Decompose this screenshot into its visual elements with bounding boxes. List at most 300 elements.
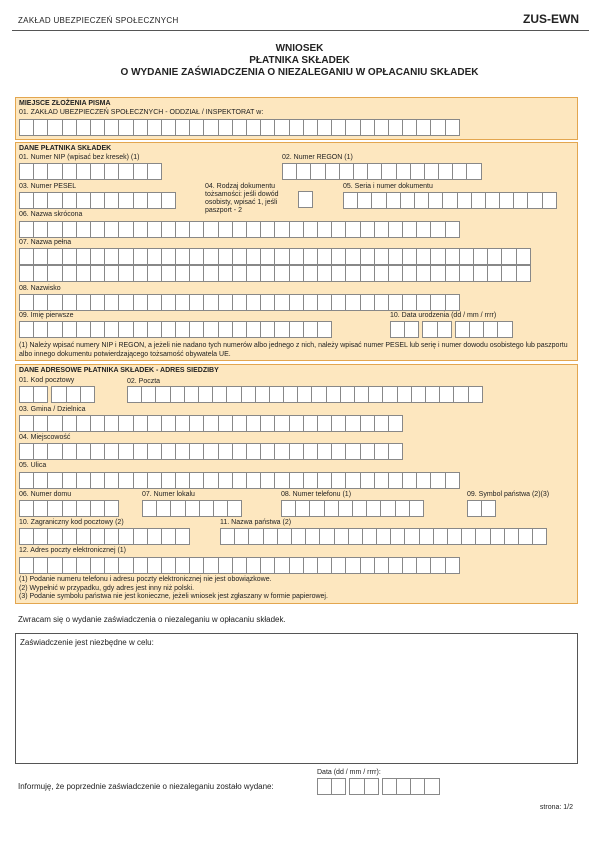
char-cell[interactable] xyxy=(295,500,310,517)
char-cell[interactable] xyxy=(76,163,91,180)
char-cell[interactable] xyxy=(402,472,417,489)
char-cell[interactable] xyxy=(260,415,275,432)
char-cell[interactable] xyxy=(90,221,105,238)
country-symbol-input[interactable] xyxy=(467,500,495,517)
char-cell[interactable] xyxy=(203,557,218,574)
char-cell[interactable] xyxy=(90,528,105,545)
char-cell[interactable] xyxy=(305,528,320,545)
postal-code-input[interactable] xyxy=(19,386,94,403)
char-cell[interactable] xyxy=(289,321,304,338)
char-cell[interactable] xyxy=(260,119,275,136)
char-cell[interactable] xyxy=(483,321,498,338)
char-cell[interactable] xyxy=(246,321,261,338)
char-cell[interactable] xyxy=(232,294,247,311)
char-cell[interactable] xyxy=(374,443,389,460)
char-cell[interactable] xyxy=(90,415,105,432)
char-cell[interactable] xyxy=(360,221,375,238)
char-cell[interactable] xyxy=(76,500,91,517)
char-cell[interactable] xyxy=(416,265,431,282)
char-cell[interactable] xyxy=(133,221,148,238)
char-cell[interactable] xyxy=(402,265,417,282)
char-cell[interactable] xyxy=(430,557,445,574)
apartment-number-input[interactable] xyxy=(142,500,241,517)
char-cell[interactable] xyxy=(19,443,34,460)
char-cell[interactable] xyxy=(516,265,531,282)
char-cell[interactable] xyxy=(348,528,363,545)
char-cell[interactable] xyxy=(289,472,304,489)
char-cell[interactable] xyxy=(62,500,77,517)
char-cell[interactable] xyxy=(416,119,431,136)
char-cell[interactable] xyxy=(410,778,425,795)
char-cell[interactable] xyxy=(442,192,457,209)
char-cell[interactable] xyxy=(189,119,204,136)
char-cell[interactable] xyxy=(419,528,434,545)
char-cell[interactable] xyxy=(402,557,417,574)
char-cell[interactable] xyxy=(345,557,360,574)
char-cell[interactable] xyxy=(376,528,391,545)
char-cell[interactable] xyxy=(404,528,419,545)
char-cell[interactable] xyxy=(47,294,62,311)
char-cell[interactable] xyxy=(374,221,389,238)
char-cell[interactable] xyxy=(175,221,190,238)
char-cell[interactable] xyxy=(198,386,213,403)
char-cell[interactable] xyxy=(218,321,233,338)
char-cell[interactable] xyxy=(319,528,334,545)
char-cell[interactable] xyxy=(340,386,355,403)
char-cell[interactable] xyxy=(388,221,403,238)
char-cell[interactable] xyxy=(33,386,48,403)
char-cell[interactable] xyxy=(473,265,488,282)
char-cell[interactable] xyxy=(283,386,298,403)
char-cell[interactable] xyxy=(104,472,119,489)
char-cell[interactable] xyxy=(416,248,431,265)
char-cell[interactable] xyxy=(133,528,148,545)
char-cell[interactable] xyxy=(76,415,91,432)
char-cell[interactable] xyxy=(246,415,261,432)
char-cell[interactable] xyxy=(260,321,275,338)
char-cell[interactable] xyxy=(175,557,190,574)
char-cell[interactable] xyxy=(317,443,332,460)
char-cell[interactable] xyxy=(90,265,105,282)
char-cell[interactable] xyxy=(459,248,474,265)
char-cell[interactable] xyxy=(388,265,403,282)
char-cell[interactable] xyxy=(19,472,34,489)
char-cell[interactable] xyxy=(331,221,346,238)
char-cell[interactable] xyxy=(437,321,452,338)
char-cell[interactable] xyxy=(218,557,233,574)
char-cell[interactable] xyxy=(147,265,162,282)
char-cell[interactable] xyxy=(388,119,403,136)
char-cell[interactable] xyxy=(203,415,218,432)
char-cell[interactable] xyxy=(428,192,443,209)
char-cell[interactable] xyxy=(331,265,346,282)
char-cell[interactable] xyxy=(19,415,34,432)
char-cell[interactable] xyxy=(76,557,91,574)
char-cell[interactable] xyxy=(33,294,48,311)
char-cell[interactable] xyxy=(62,119,77,136)
char-cell[interactable] xyxy=(19,163,34,180)
char-cell[interactable] xyxy=(62,415,77,432)
char-cell[interactable] xyxy=(161,119,176,136)
char-cell[interactable] xyxy=(396,163,411,180)
char-cell[interactable] xyxy=(47,415,62,432)
char-cell[interactable] xyxy=(218,265,233,282)
char-cell[interactable] xyxy=(104,163,119,180)
char-cell[interactable] xyxy=(317,557,332,574)
char-cell[interactable] xyxy=(118,163,133,180)
char-cell[interactable] xyxy=(213,500,228,517)
char-cell[interactable] xyxy=(317,119,332,136)
char-cell[interactable] xyxy=(90,500,105,517)
char-cell[interactable] xyxy=(90,294,105,311)
char-cell[interactable] xyxy=(104,415,119,432)
char-cell[interactable] xyxy=(274,221,289,238)
char-cell[interactable] xyxy=(490,528,505,545)
char-cell[interactable] xyxy=(331,248,346,265)
char-cell[interactable] xyxy=(147,221,162,238)
char-cell[interactable] xyxy=(246,265,261,282)
char-cell[interactable] xyxy=(325,163,340,180)
char-cell[interactable] xyxy=(309,500,324,517)
char-cell[interactable] xyxy=(142,500,157,517)
zus-branch-input[interactable] xyxy=(19,119,459,136)
char-cell[interactable] xyxy=(212,386,227,403)
birth-date-input[interactable] xyxy=(390,321,512,338)
char-cell[interactable] xyxy=(402,119,417,136)
char-cell[interactable] xyxy=(104,500,119,517)
char-cell[interactable] xyxy=(33,528,48,545)
char-cell[interactable] xyxy=(147,528,162,545)
char-cell[interactable] xyxy=(457,192,472,209)
char-cell[interactable] xyxy=(527,192,542,209)
char-cell[interactable] xyxy=(203,294,218,311)
char-cell[interactable] xyxy=(402,221,417,238)
char-cell[interactable] xyxy=(274,321,289,338)
char-cell[interactable] xyxy=(147,321,162,338)
char-cell[interactable] xyxy=(133,294,148,311)
char-cell[interactable] xyxy=(445,119,460,136)
char-cell[interactable] xyxy=(175,472,190,489)
char-cell[interactable] xyxy=(364,778,379,795)
char-cell[interactable] xyxy=(388,443,403,460)
char-cell[interactable] xyxy=(246,443,261,460)
char-cell[interactable] xyxy=(161,528,176,545)
char-cell[interactable] xyxy=(90,192,105,209)
char-cell[interactable] xyxy=(62,248,77,265)
full-name-input-row-1[interactable] xyxy=(19,248,530,265)
char-cell[interactable] xyxy=(33,500,48,517)
char-cell[interactable] xyxy=(289,248,304,265)
char-cell[interactable] xyxy=(281,500,296,517)
char-cell[interactable] xyxy=(90,443,105,460)
char-cell[interactable] xyxy=(104,119,119,136)
char-cell[interactable] xyxy=(452,163,467,180)
char-cell[interactable] xyxy=(76,528,91,545)
char-cell[interactable] xyxy=(62,192,77,209)
char-cell[interactable] xyxy=(445,294,460,311)
char-cell[interactable] xyxy=(19,321,34,338)
first-name-input[interactable] xyxy=(19,321,331,338)
char-cell[interactable] xyxy=(388,472,403,489)
char-cell[interactable] xyxy=(260,248,275,265)
char-cell[interactable] xyxy=(161,557,176,574)
char-cell[interactable] xyxy=(175,415,190,432)
char-cell[interactable] xyxy=(260,265,275,282)
char-cell[interactable] xyxy=(33,557,48,574)
char-cell[interactable] xyxy=(184,386,199,403)
char-cell[interactable] xyxy=(33,221,48,238)
char-cell[interactable] xyxy=(90,119,105,136)
locality-input[interactable] xyxy=(19,443,402,460)
char-cell[interactable] xyxy=(311,386,326,403)
char-cell[interactable] xyxy=(388,557,403,574)
char-cell[interactable] xyxy=(161,192,176,209)
char-cell[interactable] xyxy=(170,500,185,517)
char-cell[interactable] xyxy=(360,415,375,432)
char-cell[interactable] xyxy=(248,528,263,545)
char-cell[interactable] xyxy=(161,443,176,460)
char-cell[interactable] xyxy=(104,443,119,460)
char-cell[interactable] xyxy=(118,557,133,574)
char-cell[interactable] xyxy=(147,119,162,136)
char-cell[interactable] xyxy=(317,221,332,238)
char-cell[interactable] xyxy=(445,472,460,489)
surname-input[interactable] xyxy=(19,294,459,311)
char-cell[interactable] xyxy=(289,415,304,432)
char-cell[interactable] xyxy=(349,778,364,795)
char-cell[interactable] xyxy=(118,321,133,338)
char-cell[interactable] xyxy=(147,415,162,432)
char-cell[interactable] xyxy=(133,443,148,460)
char-cell[interactable] xyxy=(175,321,190,338)
char-cell[interactable] xyxy=(33,415,48,432)
char-cell[interactable] xyxy=(241,386,256,403)
char-cell[interactable] xyxy=(19,248,34,265)
char-cell[interactable] xyxy=(19,386,34,403)
char-cell[interactable] xyxy=(497,321,512,338)
char-cell[interactable] xyxy=(19,119,34,136)
char-cell[interactable] xyxy=(487,248,502,265)
char-cell[interactable] xyxy=(397,386,412,403)
char-cell[interactable] xyxy=(62,163,77,180)
char-cell[interactable] xyxy=(232,248,247,265)
char-cell[interactable] xyxy=(416,557,431,574)
char-cell[interactable] xyxy=(133,248,148,265)
char-cell[interactable] xyxy=(485,192,500,209)
char-cell[interactable] xyxy=(274,443,289,460)
char-cell[interactable] xyxy=(76,294,91,311)
char-cell[interactable] xyxy=(47,248,62,265)
char-cell[interactable] xyxy=(90,557,105,574)
char-cell[interactable] xyxy=(118,472,133,489)
char-cell[interactable] xyxy=(317,472,332,489)
char-cell[interactable] xyxy=(345,294,360,311)
char-cell[interactable] xyxy=(289,294,304,311)
char-cell[interactable] xyxy=(175,265,190,282)
char-cell[interactable] xyxy=(445,248,460,265)
char-cell[interactable] xyxy=(345,415,360,432)
char-cell[interactable] xyxy=(147,443,162,460)
char-cell[interactable] xyxy=(76,472,91,489)
char-cell[interactable] xyxy=(473,248,488,265)
char-cell[interactable] xyxy=(310,163,325,180)
char-cell[interactable] xyxy=(354,386,369,403)
char-cell[interactable] xyxy=(232,119,247,136)
char-cell[interactable] xyxy=(118,294,133,311)
char-cell[interactable] xyxy=(374,472,389,489)
char-cell[interactable] xyxy=(298,191,313,208)
char-cell[interactable] xyxy=(147,557,162,574)
char-cell[interactable] xyxy=(232,415,247,432)
document-type-input[interactable] xyxy=(298,191,312,208)
char-cell[interactable] xyxy=(47,528,62,545)
char-cell[interactable] xyxy=(260,294,275,311)
char-cell[interactable] xyxy=(203,221,218,238)
char-cell[interactable] xyxy=(218,294,233,311)
street-input[interactable] xyxy=(19,472,459,489)
char-cell[interactable] xyxy=(118,265,133,282)
char-cell[interactable] xyxy=(345,119,360,136)
char-cell[interactable] xyxy=(374,415,389,432)
char-cell[interactable] xyxy=(487,265,502,282)
char-cell[interactable] xyxy=(331,778,346,795)
char-cell[interactable] xyxy=(345,221,360,238)
char-cell[interactable] xyxy=(395,500,410,517)
char-cell[interactable] xyxy=(33,163,48,180)
char-cell[interactable] xyxy=(501,248,516,265)
char-cell[interactable] xyxy=(104,557,119,574)
char-cell[interactable] xyxy=(317,265,332,282)
phone-input[interactable] xyxy=(281,500,423,517)
house-number-input[interactable] xyxy=(19,500,118,517)
char-cell[interactable] xyxy=(374,557,389,574)
char-cell[interactable] xyxy=(297,386,312,403)
char-cell[interactable] xyxy=(133,192,148,209)
char-cell[interactable] xyxy=(360,557,375,574)
char-cell[interactable] xyxy=(47,221,62,238)
char-cell[interactable] xyxy=(104,221,119,238)
char-cell[interactable] xyxy=(104,528,119,545)
char-cell[interactable] xyxy=(33,321,48,338)
char-cell[interactable] xyxy=(445,265,460,282)
char-cell[interactable] xyxy=(104,248,119,265)
char-cell[interactable] xyxy=(227,500,242,517)
char-cell[interactable] xyxy=(255,386,270,403)
char-cell[interactable] xyxy=(390,321,405,338)
char-cell[interactable] xyxy=(430,248,445,265)
char-cell[interactable] xyxy=(425,386,440,403)
char-cell[interactable] xyxy=(127,386,142,403)
char-cell[interactable] xyxy=(303,472,318,489)
char-cell[interactable] xyxy=(118,248,133,265)
char-cell[interactable] xyxy=(374,294,389,311)
char-cell[interactable] xyxy=(263,528,278,545)
char-cell[interactable] xyxy=(326,386,341,403)
char-cell[interactable] xyxy=(203,248,218,265)
char-cell[interactable] xyxy=(274,119,289,136)
char-cell[interactable] xyxy=(161,415,176,432)
char-cell[interactable] xyxy=(331,119,346,136)
char-cell[interactable] xyxy=(218,248,233,265)
char-cell[interactable] xyxy=(360,119,375,136)
char-cell[interactable] xyxy=(90,472,105,489)
char-cell[interactable] xyxy=(400,192,415,209)
char-cell[interactable] xyxy=(133,163,148,180)
char-cell[interactable] xyxy=(453,386,468,403)
char-cell[interactable] xyxy=(133,265,148,282)
char-cell[interactable] xyxy=(345,472,360,489)
char-cell[interactable] xyxy=(232,443,247,460)
char-cell[interactable] xyxy=(317,248,332,265)
char-cell[interactable] xyxy=(274,294,289,311)
char-cell[interactable] xyxy=(33,443,48,460)
char-cell[interactable] xyxy=(203,472,218,489)
char-cell[interactable] xyxy=(118,221,133,238)
char-cell[interactable] xyxy=(469,321,484,338)
char-cell[interactable] xyxy=(260,443,275,460)
char-cell[interactable] xyxy=(19,500,34,517)
country-name-input[interactable] xyxy=(220,528,546,545)
char-cell[interactable] xyxy=(360,294,375,311)
char-cell[interactable] xyxy=(260,557,275,574)
char-cell[interactable] xyxy=(133,415,148,432)
char-cell[interactable] xyxy=(445,557,460,574)
char-cell[interactable] xyxy=(303,294,318,311)
char-cell[interactable] xyxy=(362,528,377,545)
char-cell[interactable] xyxy=(289,265,304,282)
char-cell[interactable] xyxy=(445,221,460,238)
char-cell[interactable] xyxy=(175,248,190,265)
char-cell[interactable] xyxy=(291,528,306,545)
char-cell[interactable] xyxy=(390,528,405,545)
char-cell[interactable] xyxy=(62,443,77,460)
char-cell[interactable] xyxy=(175,119,190,136)
char-cell[interactable] xyxy=(345,265,360,282)
char-cell[interactable] xyxy=(481,500,496,517)
char-cell[interactable] xyxy=(439,386,454,403)
char-cell[interactable] xyxy=(303,248,318,265)
char-cell[interactable] xyxy=(360,443,375,460)
char-cell[interactable] xyxy=(189,472,204,489)
char-cell[interactable] xyxy=(76,443,91,460)
char-cell[interactable] xyxy=(76,265,91,282)
short-name-input[interactable] xyxy=(19,221,459,238)
char-cell[interactable] xyxy=(303,119,318,136)
char-cell[interactable] xyxy=(19,294,34,311)
char-cell[interactable] xyxy=(516,248,531,265)
char-cell[interactable] xyxy=(532,528,547,545)
char-cell[interactable] xyxy=(303,265,318,282)
char-cell[interactable] xyxy=(47,443,62,460)
char-cell[interactable] xyxy=(447,528,462,545)
char-cell[interactable] xyxy=(461,528,476,545)
char-cell[interactable] xyxy=(147,248,162,265)
char-cell[interactable] xyxy=(189,248,204,265)
char-cell[interactable] xyxy=(19,557,34,574)
char-cell[interactable] xyxy=(513,192,528,209)
char-cell[interactable] xyxy=(118,528,133,545)
char-cell[interactable] xyxy=(19,221,34,238)
char-cell[interactable] xyxy=(388,415,403,432)
char-cell[interactable] xyxy=(424,778,439,795)
char-cell[interactable] xyxy=(246,557,261,574)
char-cell[interactable] xyxy=(296,163,311,180)
char-cell[interactable] xyxy=(388,294,403,311)
char-cell[interactable] xyxy=(274,265,289,282)
char-cell[interactable] xyxy=(260,221,275,238)
char-cell[interactable] xyxy=(430,472,445,489)
char-cell[interactable] xyxy=(433,528,448,545)
